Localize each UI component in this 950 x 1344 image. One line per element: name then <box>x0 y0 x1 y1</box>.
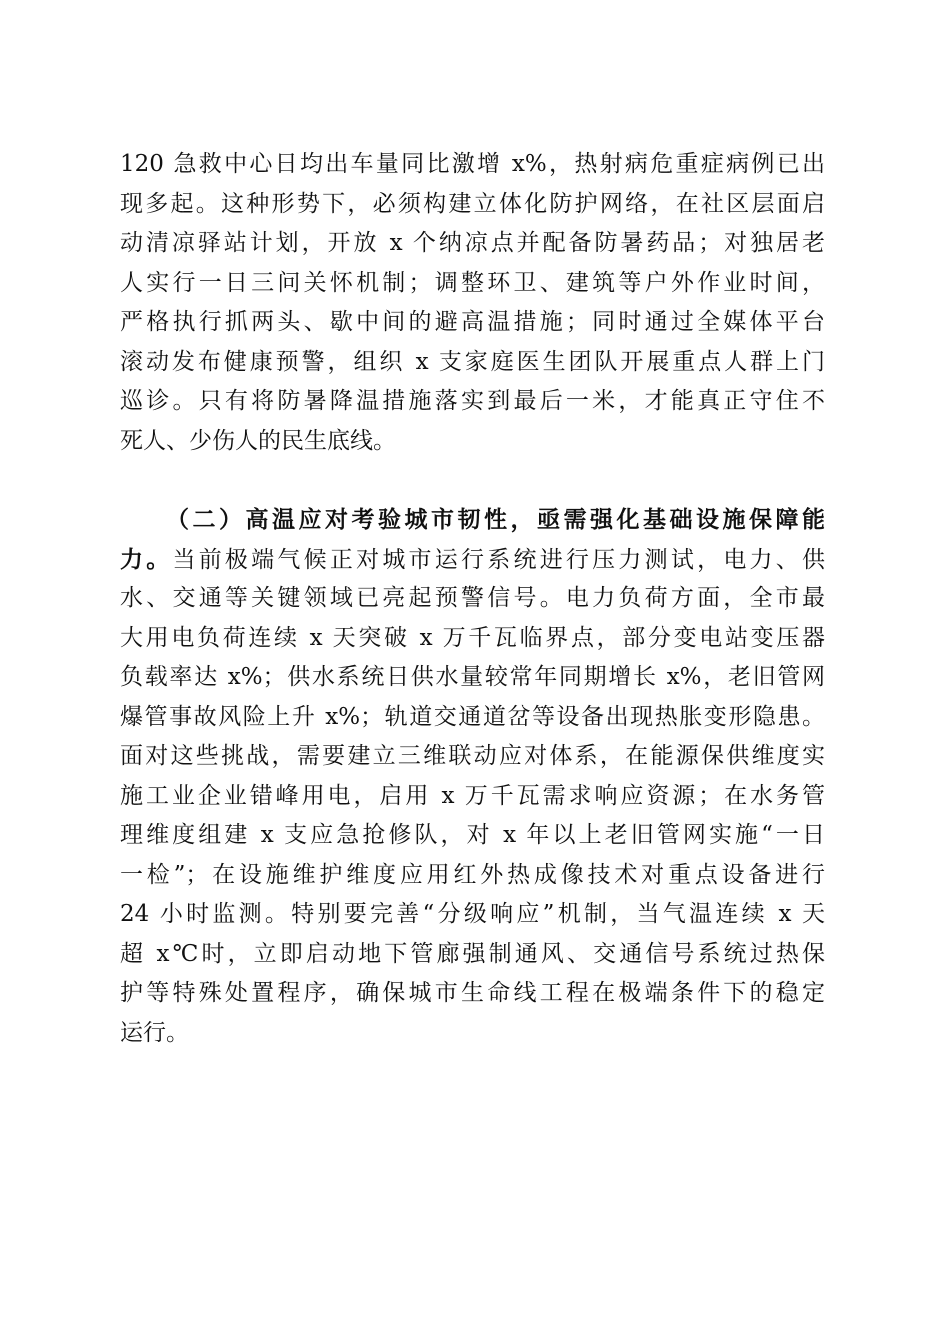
paragraph-line: 120 急救中心日均出车量同比激增 x%，热射病危重症病例已出 <box>120 151 825 177</box>
paragraph-line: 人实行一日三问关怀机制；调整环卫、建筑等户外作业时间， <box>120 269 825 296</box>
paragraph-line: 水、交通等关键领域已亮起预警信号。电力负荷方面，全市最 <box>120 585 825 611</box>
paragraph-line: 护等特殊处置程序，确保城市生命线工程在极端条件下的稳定 <box>120 980 825 1006</box>
section-heading: （二）高温应对考验城市韧性，亟需强化基础设施保障能 <box>166 506 825 533</box>
paragraph-line: 死人、少伤人的民生底线。 <box>120 427 396 454</box>
section-heading-end: 力。 <box>120 545 173 573</box>
paragraph-line: 滚动发布健康预警，组织 x 支家庭医生团队开展重点人群上门 <box>120 348 825 375</box>
paragraph-line: 理维度组建 x 支应急抢修队，对 x 年以上老旧管网实施“一日 <box>120 822 825 848</box>
paragraph-line: 大用电负荷连续 x 天突破 x 万千瓦临界点，部分变电站变压器 <box>120 624 825 651</box>
paragraph-line: 24 小时监测。特别要完善“分级响应”机制，当气温连续 x 天 <box>120 901 825 927</box>
paragraph-line: 负载率达 x%；供水系统日供水量较常年同期增长 x%，老旧管网 <box>120 664 825 690</box>
paragraph-line <box>120 540 825 580</box>
paragraph-line: 施工业企业错峰用电，启用 x 万千瓦需求响应资源；在水务管 <box>120 782 825 809</box>
paragraph-line: 运行。 <box>120 1019 189 1046</box>
paragraph-line: 动清凉驿站计划，开放 x 个纳凉点并配备防暑药品；对独居老 <box>120 230 825 256</box>
paragraph-line: 严格执行抓两头、歇中间的避高温措施；同时通过全媒体平台 <box>120 309 825 335</box>
paragraph-line: 超 x℃时，立即启动地下管廊强制通风、交通信号系统过热保 <box>120 940 825 967</box>
paragraph-public-health <box>120 145 825 461</box>
paragraph-line: 一检”；在设施维护维度应用红外热成像技术对重点设备进行 <box>120 861 825 888</box>
paragraph-line: 巡诊。只有将防暑降温措施落实到最后一米，才能真正守住不 <box>120 388 825 414</box>
paragraph-line: 面对这些挑战，需要建立三维联动应对体系，在能源保供维度实 <box>120 743 825 769</box>
paragraph-line-text: 当前极端气候正对城市运行系统进行压力测试，电力、供 <box>172 546 826 573</box>
paragraph-line: 现多起。这种形势下，必须构建立体化防护网络，在社区层面启 <box>120 190 825 217</box>
paragraph-infrastructure <box>120 500 825 1053</box>
paragraph-line: 爆管事故风险上升 x%；轨道交通道岔等设备出现热胀变形隐患。 <box>120 703 825 730</box>
